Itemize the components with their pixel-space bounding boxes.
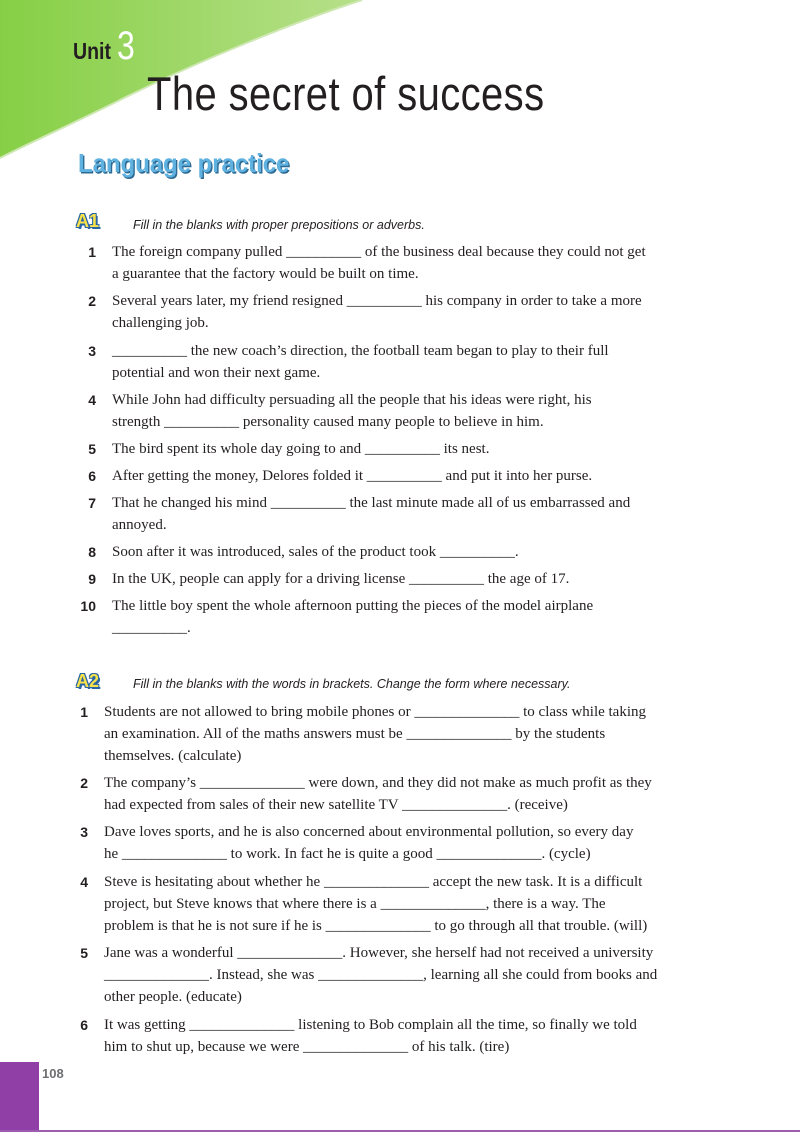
item-text — [104, 1014, 637, 1058]
item-text — [112, 438, 489, 460]
item-text — [112, 595, 593, 639]
item-text — [112, 340, 609, 384]
item-text — [104, 942, 657, 1008]
item-number: 8 — [88, 544, 96, 560]
a1-badge: A1 — [76, 211, 100, 231]
item-line: other people. (educate) — [104, 989, 242, 1005]
item-number: 2 — [88, 293, 96, 309]
item-number: 1 — [88, 244, 96, 260]
item-number: 3 — [80, 824, 88, 840]
unit-number: 3 — [117, 24, 135, 68]
item-line: annoyed. — [112, 517, 167, 533]
item-line: had expected from sales of their new satellite TV ______________. (receive) — [104, 797, 568, 813]
item-text — [104, 871, 647, 937]
item-text — [104, 701, 646, 767]
section-title: Language practice — [78, 148, 290, 178]
item-line: strength __________ personality caused many people to believe in him. — [112, 414, 544, 430]
page-number: 108 — [42, 1066, 64, 1081]
item-number: 5 — [88, 441, 96, 457]
item-line: The company’s ______________ were down, and they did not make as much profit as they — [104, 775, 652, 791]
page-tab — [0, 1062, 39, 1132]
item-number: 4 — [88, 392, 96, 408]
item-text — [104, 772, 652, 816]
page-title: The secret of success — [147, 67, 545, 120]
item-line: __________. — [112, 620, 191, 636]
item-line: While John had difficulty persuading all the people that his ideas were right, his — [112, 392, 592, 408]
item-line: That he changed his mind __________ the last minute made all of us embarrassed and — [112, 495, 631, 511]
item-line: potential and won their next game. — [112, 365, 321, 381]
item-number: 7 — [88, 495, 96, 511]
item-line: project, but Steve knows that where there is a ______________, there is a way. The — [104, 896, 606, 912]
item-text — [112, 541, 519, 563]
item-number: 10 — [80, 598, 96, 614]
item-line: The foreign company pulled __________ of the business deal because they could not get — [112, 244, 646, 260]
item-number: 5 — [80, 945, 88, 961]
item-line: ______________. Instead, she was ______________, learning all she could from books and — [104, 967, 658, 983]
item-text — [104, 821, 633, 865]
item-line: It was getting ______________ listening to Bob complain all the time, so finally we told — [104, 1017, 637, 1033]
a1-instruction: Fill in the blanks with proper prepositions or adverbs. — [133, 218, 425, 232]
item-number: 2 — [80, 775, 88, 791]
item-text — [112, 241, 646, 285]
item-line: challenging job. — [112, 315, 209, 331]
item-line: After getting the money, Delores folded it __________ and put it into her purse. — [112, 468, 593, 484]
item-line: The bird spent its whole day going to and __________ its nest. — [112, 441, 490, 457]
item-line: Steve is hesitating about whether he ______________ accept the new task. It is a difficult — [104, 874, 643, 890]
item-text — [112, 389, 592, 433]
item-number: 4 — [80, 874, 88, 890]
item-text — [112, 465, 592, 487]
item-line: themselves. (calculate) — [104, 748, 242, 764]
item-line: problem is that he is not sure if he is ______________ to go through all that trouble. (will) — [104, 918, 648, 934]
item-line: he ______________ to work. In fact he is quite a good ______________. (cycle) — [104, 846, 591, 862]
item-number: 1 — [80, 704, 88, 720]
item-line: The little boy spent the whole afternoon putting the pieces of the model airplane — [112, 598, 594, 614]
item-line: Several years later, my friend resigned __________ his company in order to take a more — [112, 293, 642, 309]
item-number: 3 — [88, 343, 96, 359]
item-line: a guarantee that the factory would be built on time. — [112, 266, 419, 282]
item-number: 9 — [88, 571, 96, 587]
item-line: __________ the new coach’s direction, the football team began to play to their full — [112, 343, 609, 359]
item-line: an examination. All of the maths answers must be ______________ by the students — [104, 726, 606, 742]
item-text — [112, 492, 630, 536]
a2-instruction: Fill in the blanks with the words in brackets. Change the form where necessary. — [133, 677, 571, 691]
item-number: 6 — [88, 468, 96, 484]
item-line: Jane was a wonderful ______________. However, she herself had not received a university — [104, 945, 654, 961]
item-line: Soon after it was introduced, sales of the product took __________. — [112, 544, 519, 560]
item-line: Dave loves sports, and he is also concerned about environmental pollution, so every day — [104, 824, 634, 840]
a2-badge: A2 — [76, 671, 100, 691]
item-text — [112, 568, 569, 590]
item-line: Students are not allowed to bring mobile phones or ______________ to class while taking — [104, 704, 647, 720]
item-number: 6 — [80, 1017, 88, 1033]
item-line: In the UK, people can apply for a driving license __________ the age of 17. — [112, 571, 570, 587]
unit-label: Unit — [73, 38, 112, 64]
item-text — [112, 290, 642, 334]
item-line: him to shut up, because we were ______________ of his talk. (tire) — [104, 1039, 510, 1055]
